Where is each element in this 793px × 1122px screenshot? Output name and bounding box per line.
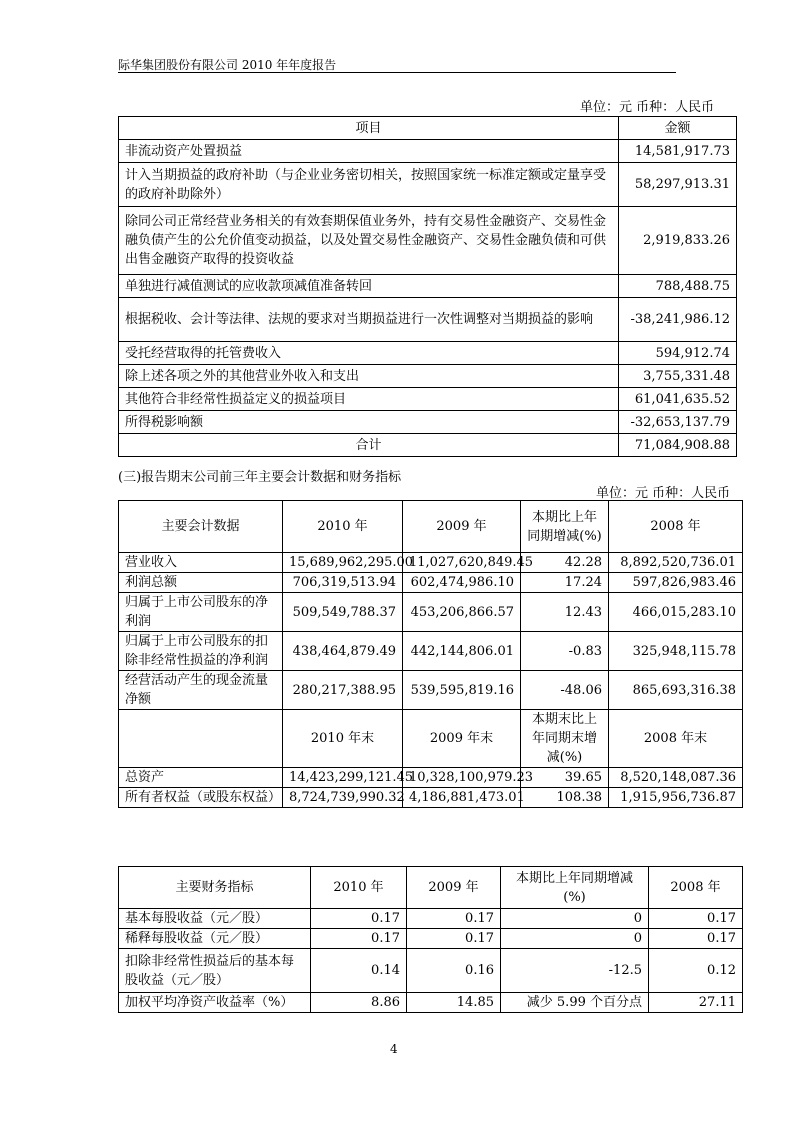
row-label: 所有者权益（或股东权益） [119,788,283,808]
row-amount: 594,912.74 [619,342,737,365]
row-amount: 788,488.75 [619,275,737,298]
row-label: 经营活动产生的现金流量净额 [119,671,283,710]
table-row [119,298,737,342]
column-header: 2008 年 [649,867,743,909]
table-cell: 10,328,100,979.23 [403,768,521,788]
row-amount: 61,041,635.52 [619,388,737,411]
row-item: 除上述各项之外的其他营业外收入和支出 [119,365,619,388]
table-cell: 11,027,620,849.45 [403,553,521,573]
table-cell: 280,217,388.95 [283,671,403,710]
table-cell: 8,892,520,736.01 [609,553,743,573]
row-item: 所得税影响额 [119,411,619,434]
table-row [119,207,737,275]
row-label: 利润总额 [119,573,283,593]
table-header-row [119,501,743,553]
table-cell: 453,206,866.57 [403,593,521,632]
table2-unit-label: 单位：元 币种：人民币 [596,486,731,501]
column-header: 本期比上年同期增减(%) [521,501,609,553]
table-cell: 0.17 [311,929,407,949]
table-header-row [119,867,743,909]
column-header [119,710,283,768]
column-header: 2008 年 [609,501,743,553]
row-amount: 14,581,917.73 [619,140,737,163]
table-row [119,388,737,411]
table-row [119,411,737,434]
table-cell: 466,015,283.10 [609,593,743,632]
total-row [119,434,737,457]
table-cell: 442,144,806.01 [403,632,521,671]
total-amount: 71,084,908.88 [619,434,737,457]
column-header-amount: 金额 [619,117,737,140]
table-row [119,949,743,993]
table-row [119,365,737,388]
table-cell: 108.38 [521,788,609,808]
table-row [119,140,737,163]
row-item: 计入当期损益的政府补助（与企业业务密切相关，按照国家统一标准定额或定量享受的政府补助除外） [119,163,619,207]
table-cell: 1,915,956,736.87 [609,788,743,808]
table-row [119,163,737,207]
table-cell: 509,549,788.37 [283,593,403,632]
table-row [119,632,743,671]
table-cell: -0.83 [521,632,609,671]
section-title: (三)报告期末公司前三年主要会计数据和财务指标 [118,470,402,485]
row-item: 单独进行减值测试的应收款项减值准备转回 [119,275,619,298]
table-cell: 0.16 [407,949,501,993]
row-label: 扣除非经常性损益后的基本每股收益（元／股） [119,949,311,993]
row-label: 营业收入 [119,553,283,573]
report-header-title: 际华集团股份有限公司 2010 年年度报告 [118,58,337,72]
table-header-row [119,710,743,768]
page-number: 4 [390,1042,398,1056]
row-amount: 3,755,331.48 [619,365,737,388]
column-header: 本期比上年同期增减(%) [501,867,649,909]
table-cell: 39.65 [521,768,609,788]
column-header: 2010 年 [283,501,403,553]
table-cell: 14,423,299,121.45 [283,768,403,788]
table-cell: 602,474,986.10 [403,573,521,593]
column-header: 主要财务指标 [119,867,311,909]
column-header: 主要会计数据 [119,501,283,553]
table-row [119,275,737,298]
table-cell: 0.17 [649,929,743,949]
key-accounting-data-table [118,500,743,808]
table-cell: 0.17 [407,929,501,949]
table-cell: 0 [501,929,649,949]
table-cell: 0.17 [649,909,743,929]
table-cell: -12.5 [501,949,649,993]
table-cell: 0.12 [649,949,743,993]
table-cell: 27.11 [649,993,743,1013]
row-label: 归属于上市公司股东的净利润 [119,593,283,632]
table-row [119,909,743,929]
row-item: 其他符合非经常性损益定义的损益项目 [119,388,619,411]
table-row [119,593,743,632]
table-cell: 17.24 [521,573,609,593]
table1-unit-label: 单位：元 币种：人民币 [580,100,715,115]
row-amount: 58,297,913.31 [619,163,737,207]
row-amount: -32,653,137.79 [619,411,737,434]
table-cell: 4,186,881,473.01 [403,788,521,808]
column-header: 本期末比上年同期末增减(%) [521,710,609,768]
row-amount: 2,919,833.26 [619,207,737,275]
table-cell: 8,520,148,087.36 [609,768,743,788]
row-amount: -38,241,986.12 [619,298,737,342]
row-label: 总资产 [119,768,283,788]
table-cell: 706,319,513.94 [283,573,403,593]
column-header: 2010 年 [311,867,407,909]
table-row [119,768,743,788]
table-row [119,929,743,949]
table-cell: 865,693,316.38 [609,671,743,710]
table-cell: 14.85 [407,993,501,1013]
table-header-row [119,117,737,140]
header-divider [118,72,676,73]
non-recurring-gains-table [118,116,737,457]
row-label: 基本每股收益（元／股） [119,909,311,929]
table-row [119,553,743,573]
table-cell: 0 [501,909,649,929]
table-row [119,573,743,593]
column-header: 2008 年末 [609,710,743,768]
table-cell: 0.14 [311,949,407,993]
table-cell: 8.86 [311,993,407,1013]
table-cell: 8,724,739,990.32 [283,788,403,808]
table-row [119,788,743,808]
key-financial-indicators-table [118,866,743,1013]
table-cell: 12.43 [521,593,609,632]
table-cell: 0.17 [311,909,407,929]
row-label: 归属于上市公司股东的扣除非经常性损益的净利润 [119,632,283,671]
table-cell: 减少 5.99 个百分点 [501,993,649,1013]
row-item: 非流动资产处置损益 [119,140,619,163]
table-cell: 539,595,819.16 [403,671,521,710]
table-row [119,342,737,365]
table-cell: 42.28 [521,553,609,573]
table-cell: 438,464,879.49 [283,632,403,671]
column-header-item: 项目 [119,117,619,140]
table-cell: 325,948,115.78 [609,632,743,671]
table-cell: 0.17 [407,909,501,929]
column-header: 2010 年末 [283,710,403,768]
table-row [119,671,743,710]
column-header: 2009 年 [407,867,501,909]
column-header: 2009 年末 [403,710,521,768]
row-item: 根据税收、会计等法律、法规的要求对当期损益进行一次性调整对当期损益的影响 [119,298,619,342]
column-header: 2009 年 [403,501,521,553]
table-cell: -48.06 [521,671,609,710]
row-item: 受托经营取得的托管费收入 [119,342,619,365]
total-label: 合计 [119,434,619,457]
row-label: 稀释每股收益（元／股） [119,929,311,949]
table-row [119,993,743,1013]
table-cell: 15,689,962,295.00 [283,553,403,573]
table-cell: 597,826,983.46 [609,573,743,593]
row-label: 加权平均净资产收益率（%） [119,993,311,1013]
row-item: 除同公司正常经营业务相关的有效套期保值业务外，持有交易性金融资产、交易性金融负债产生的公允价值变动损益，以及处置交易性金融资产、交易性金融负债和可供出售金融资产取得的投资收益 [119,207,619,275]
